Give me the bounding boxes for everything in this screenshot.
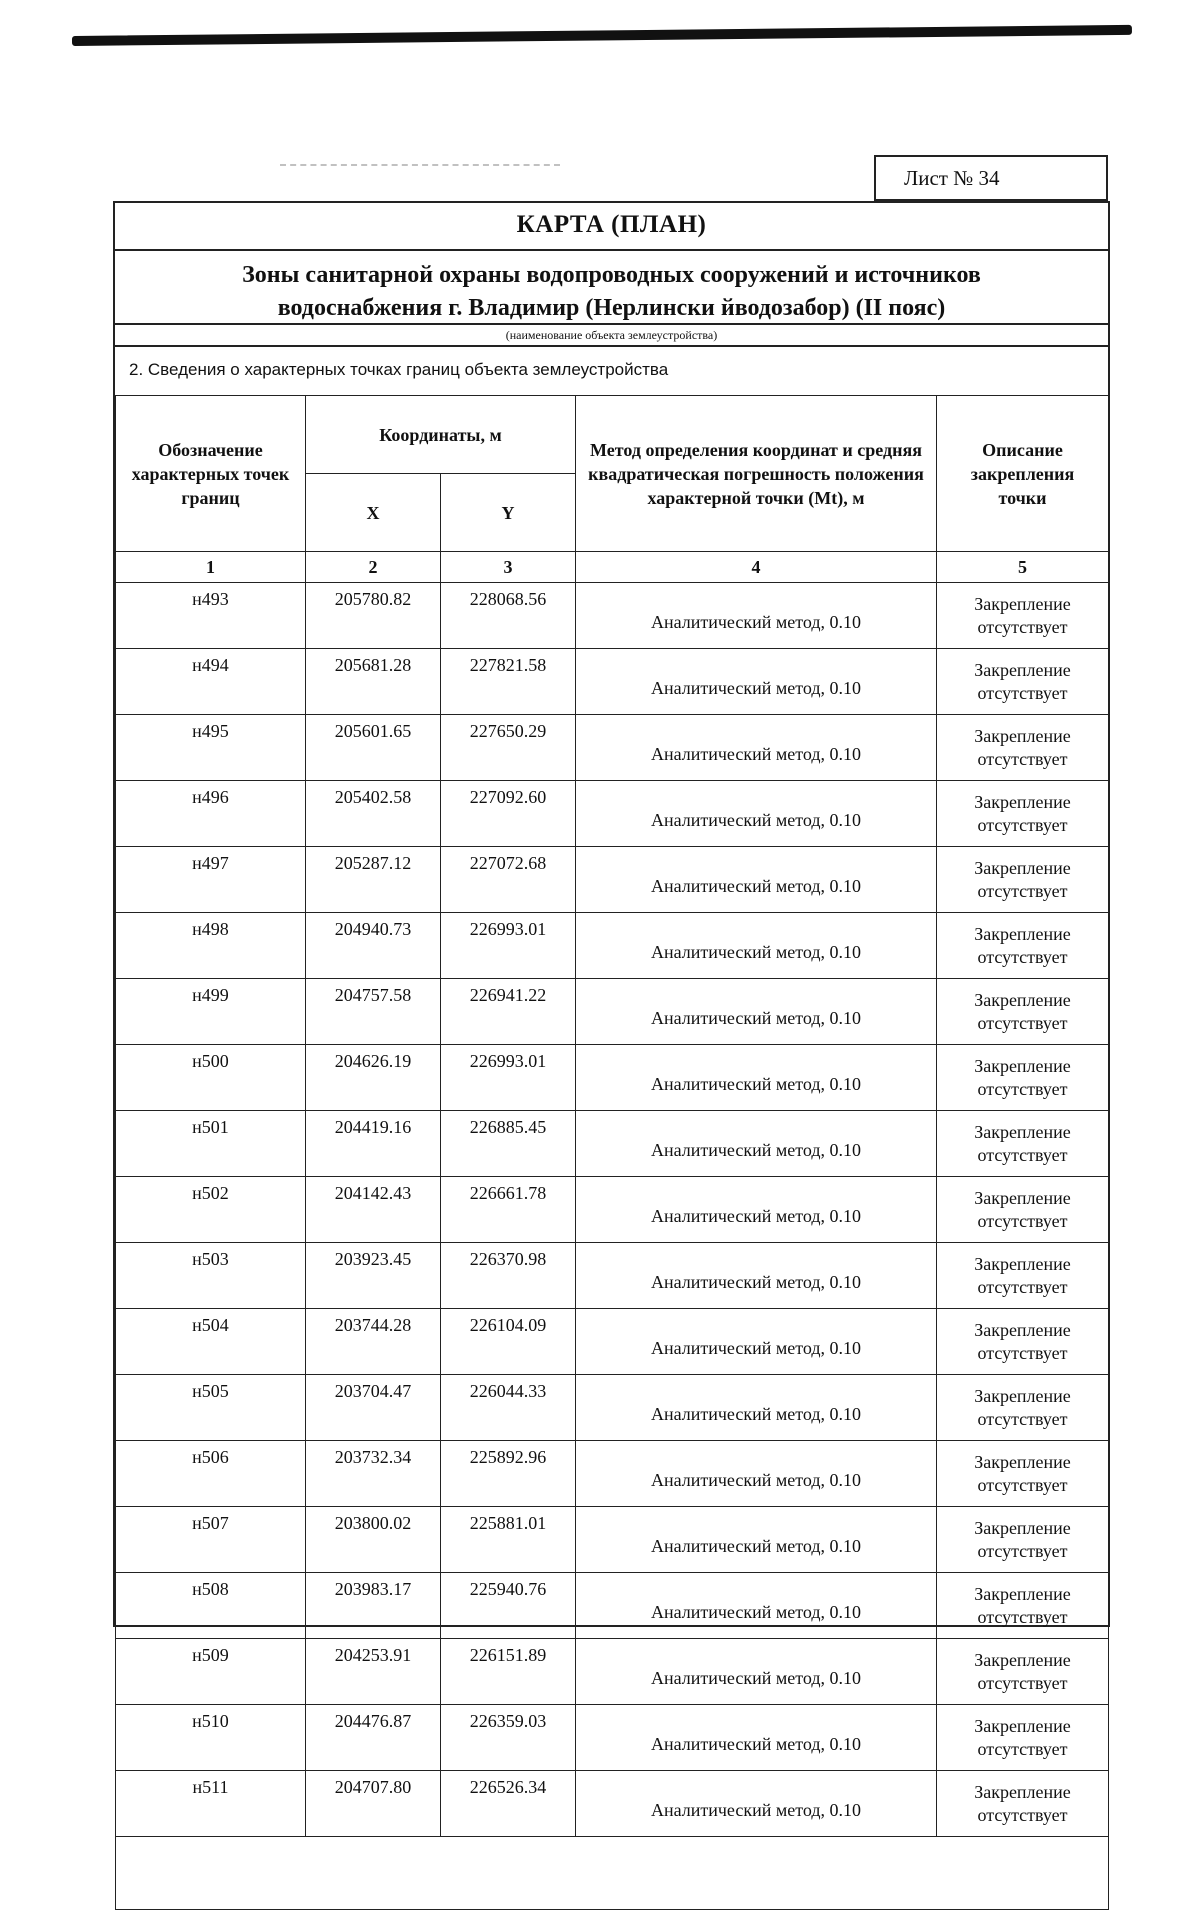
fixation-description-line: отсутствует — [977, 1342, 1068, 1363]
coord-y: 228068.56 — [441, 583, 576, 649]
method: Аналитический метод, 0.10 — [576, 1045, 937, 1111]
fixation-description — [937, 1111, 1109, 1177]
fixation-description — [937, 913, 1109, 979]
point-id: н506 — [116, 1441, 306, 1507]
fixation-description-line: отсутствует — [977, 1210, 1068, 1231]
fixation-description-line: Закрепление — [974, 1781, 1071, 1802]
top-scan-bar — [72, 25, 1132, 46]
header-description: Описание закрепления точки — [937, 396, 1109, 552]
method: Аналитический метод, 0.10 — [576, 1111, 937, 1177]
method: Аналитический метод, 0.10 — [576, 979, 937, 1045]
fixation-description-line: отсутствует — [977, 748, 1068, 769]
coord-y: 227092.60 — [441, 781, 576, 847]
point-id: н494 — [116, 649, 306, 715]
fixation-description — [937, 583, 1109, 649]
table-row — [116, 1441, 1109, 1507]
point-id: н503 — [116, 1243, 306, 1309]
fixation-description-line: Закрепление — [974, 1055, 1071, 1076]
fixation-description — [937, 1441, 1109, 1507]
point-id: н509 — [116, 1639, 306, 1705]
fixation-description-line: Закрепление — [974, 1319, 1071, 1340]
method: Аналитический метод, 0.10 — [576, 913, 937, 979]
coord-y: 226044.33 — [441, 1375, 576, 1441]
fixation-description-line: отсутствует — [977, 946, 1068, 967]
object-name-caption: (наименование объекта землеустройства) — [505, 328, 718, 342]
method: Аналитический метод, 0.10 — [576, 1309, 937, 1375]
table-row — [116, 1705, 1109, 1771]
table-row — [116, 847, 1109, 913]
fixation-description — [937, 979, 1109, 1045]
fixation-description — [937, 1639, 1109, 1705]
points-table — [115, 395, 1109, 1910]
fixation-description-line: отсутствует — [977, 1078, 1068, 1099]
fixation-description-line: отсутствует — [977, 1672, 1068, 1693]
method: Аналитический метод, 0.10 — [576, 781, 937, 847]
coord-x: 205681.28 — [306, 649, 441, 715]
coord-y: 225881.01 — [441, 1507, 576, 1573]
coord-y: 226661.78 — [441, 1177, 576, 1243]
point-id: н510 — [116, 1705, 306, 1771]
coord-x: 205287.12 — [306, 847, 441, 913]
point-id: н495 — [116, 715, 306, 781]
coord-y: 226359.03 — [441, 1705, 576, 1771]
method: Аналитический метод, 0.10 — [576, 1507, 937, 1573]
section-title: 2. Сведения о характерных точках границ объекта землеустройства — [129, 360, 669, 379]
point-id: н497 — [116, 847, 306, 913]
method: Аналитический метод, 0.10 — [576, 649, 937, 715]
coord-y: 227650.29 — [441, 715, 576, 781]
header-y: Y — [441, 474, 576, 552]
fixation-description-line: Закрепление — [974, 1187, 1071, 1208]
points-table-body — [116, 583, 1109, 1910]
fixation-description — [937, 1771, 1109, 1837]
coord-y: 226885.45 — [441, 1111, 576, 1177]
header-point: Обозначение характерных точек границ — [116, 396, 306, 552]
method: Аналитический метод, 0.10 — [576, 847, 937, 913]
fixation-description-line: Закрепление — [974, 1583, 1071, 1604]
fixation-description-line: Закрепление — [974, 659, 1071, 680]
coord-y: 227821.58 — [441, 649, 576, 715]
coord-x: 203983.17 — [306, 1573, 441, 1639]
fixation-description-line: отсутствует — [977, 1804, 1068, 1825]
table-row — [116, 781, 1109, 847]
table-row — [116, 1045, 1109, 1111]
object-name — [115, 259, 1108, 325]
header-coordinates: Координаты, м — [306, 396, 576, 474]
header-method: Метод определения координат и средняя квадратическая погрешность положения характерной точки (Mt), м — [576, 396, 937, 552]
fixation-description — [937, 1705, 1109, 1771]
column-number: 5 — [937, 552, 1109, 583]
fixation-description-line: Закрепление — [974, 1715, 1071, 1736]
coord-y: 226993.01 — [441, 913, 576, 979]
table-row — [116, 1573, 1109, 1639]
fixation-description-line: Закрепление — [974, 857, 1071, 878]
fixation-description — [937, 781, 1109, 847]
coord-y: 226370.98 — [441, 1243, 576, 1309]
page-title: КАРТА (ПЛАН) — [516, 211, 707, 238]
object-name-line-2: водоснабжения г. Владимир (Нерлински йводозабор) (II пояс) — [277, 295, 946, 321]
scan-noise — [280, 164, 560, 170]
column-number: 2 — [306, 552, 441, 583]
coord-y: 226104.09 — [441, 1309, 576, 1375]
coord-x: 203800.02 — [306, 1507, 441, 1573]
point-id: н502 — [116, 1177, 306, 1243]
sheet-number-box — [874, 155, 1108, 201]
method: Аналитический метод, 0.10 — [576, 1177, 937, 1243]
fixation-description-line: Закрепление — [974, 1253, 1071, 1274]
coord-x: 204142.43 — [306, 1177, 441, 1243]
coord-x: 204707.80 — [306, 1771, 441, 1837]
coord-y: 226993.01 — [441, 1045, 576, 1111]
coord-x: 204757.58 — [306, 979, 441, 1045]
table-row — [116, 583, 1109, 649]
coord-y: 227072.68 — [441, 847, 576, 913]
fixation-description — [937, 1045, 1109, 1111]
fixation-description-line: Закрепление — [974, 791, 1071, 812]
fixation-description-line: Закрепление — [974, 593, 1071, 614]
fixation-description — [937, 1309, 1109, 1375]
coord-y: 226941.22 — [441, 979, 576, 1045]
fixation-description-line: Закрепление — [974, 923, 1071, 944]
point-id: н507 — [116, 1507, 306, 1573]
coord-x: 203923.45 — [306, 1243, 441, 1309]
fixation-description-line: Закрепление — [974, 989, 1071, 1010]
fixation-description — [937, 1177, 1109, 1243]
fixation-description-line: отсутствует — [977, 1276, 1068, 1297]
fixation-description-line: Закрепление — [974, 1385, 1071, 1406]
method: Аналитический метод, 0.10 — [576, 1573, 937, 1639]
fixation-description-line: отсутствует — [977, 1540, 1068, 1561]
coord-x: 204419.16 — [306, 1111, 441, 1177]
table-row — [116, 649, 1109, 715]
column-number: 3 — [441, 552, 576, 583]
coord-x: 204253.91 — [306, 1639, 441, 1705]
fixation-description-line: отсутствует — [977, 1606, 1068, 1627]
fixation-description-line: отсутствует — [977, 682, 1068, 703]
document-frame — [113, 201, 1110, 1825]
fixation-description-line: отсутствует — [977, 1012, 1068, 1033]
coord-x: 204626.19 — [306, 1045, 441, 1111]
point-id: н511 — [116, 1771, 306, 1837]
point-id: н500 — [116, 1045, 306, 1111]
method: Аналитический метод, 0.10 — [576, 1243, 937, 1309]
table-row — [116, 1639, 1109, 1705]
fixation-description-line: отсутствует — [977, 1408, 1068, 1429]
table-row — [116, 1771, 1109, 1837]
fixation-description — [937, 715, 1109, 781]
fixation-description-line: отсутствует — [977, 1474, 1068, 1495]
fixation-description-line: Закрепление — [974, 1517, 1071, 1538]
table-row — [116, 979, 1109, 1045]
coord-y: 226526.34 — [441, 1771, 576, 1837]
table-row — [116, 913, 1109, 979]
fixation-description-line: отсутствует — [977, 814, 1068, 835]
coord-x: 203704.47 — [306, 1375, 441, 1441]
coord-y: 225940.76 — [441, 1573, 576, 1639]
method: Аналитический метод, 0.10 — [576, 583, 937, 649]
table-row — [116, 1375, 1109, 1441]
coord-y: 226151.89 — [441, 1639, 576, 1705]
fixation-description — [937, 649, 1109, 715]
point-id: н504 — [116, 1309, 306, 1375]
empty-cell — [116, 1837, 1109, 1910]
table-empty-row — [116, 1837, 1109, 1910]
fixation-description-line: отсутствует — [977, 1738, 1068, 1759]
fixation-description — [937, 1507, 1109, 1573]
divider — [115, 249, 1108, 251]
method: Аналитический метод, 0.10 — [576, 715, 937, 781]
point-id: н499 — [116, 979, 306, 1045]
divider — [115, 345, 1108, 347]
coord-x: 203744.28 — [306, 1309, 441, 1375]
coord-y: 225892.96 — [441, 1441, 576, 1507]
method: Аналитический метод, 0.10 — [576, 1705, 937, 1771]
coord-x: 204476.87 — [306, 1705, 441, 1771]
table-row — [116, 1507, 1109, 1573]
fixation-description-line: Закрепление — [974, 725, 1071, 746]
point-id: н493 — [116, 583, 306, 649]
object-name-line-1: Зоны санитарной охраны водопроводных сооружений и источников — [242, 262, 981, 288]
divider — [115, 323, 1108, 325]
fixation-description — [937, 1375, 1109, 1441]
column-number: 1 — [116, 552, 306, 583]
point-id: н501 — [116, 1111, 306, 1177]
table-row — [116, 1243, 1109, 1309]
fixation-description-line: отсутствует — [977, 616, 1068, 637]
method: Аналитический метод, 0.10 — [576, 1375, 937, 1441]
coord-x: 205780.82 — [306, 583, 441, 649]
sheet-number: Лист № 34 — [904, 165, 1000, 190]
coord-x: 205601.65 — [306, 715, 441, 781]
fixation-description-line: отсутствует — [977, 880, 1068, 901]
fixation-description — [937, 847, 1109, 913]
fixation-description-line: Закрепление — [974, 1121, 1071, 1142]
method: Аналитический метод, 0.10 — [576, 1771, 937, 1837]
fixation-description-line: отсутствует — [977, 1144, 1068, 1165]
point-id: н496 — [116, 781, 306, 847]
table-row — [116, 1111, 1109, 1177]
table-row — [116, 1309, 1109, 1375]
point-id: н505 — [116, 1375, 306, 1441]
coord-x: 205402.58 — [306, 781, 441, 847]
header-x: X — [306, 474, 441, 552]
column-number: 4 — [576, 552, 937, 583]
coord-x: 203732.34 — [306, 1441, 441, 1507]
method: Аналитический метод, 0.10 — [576, 1639, 937, 1705]
table-row — [116, 1177, 1109, 1243]
point-id: н508 — [116, 1573, 306, 1639]
coord-x: 204940.73 — [306, 913, 441, 979]
point-id: н498 — [116, 913, 306, 979]
fixation-description — [937, 1573, 1109, 1639]
fixation-description — [937, 1243, 1109, 1309]
table-row — [116, 715, 1109, 781]
fixation-description-line: Закрепление — [974, 1451, 1071, 1472]
method: Аналитический метод, 0.10 — [576, 1441, 937, 1507]
fixation-description-line: Закрепление — [974, 1649, 1071, 1670]
